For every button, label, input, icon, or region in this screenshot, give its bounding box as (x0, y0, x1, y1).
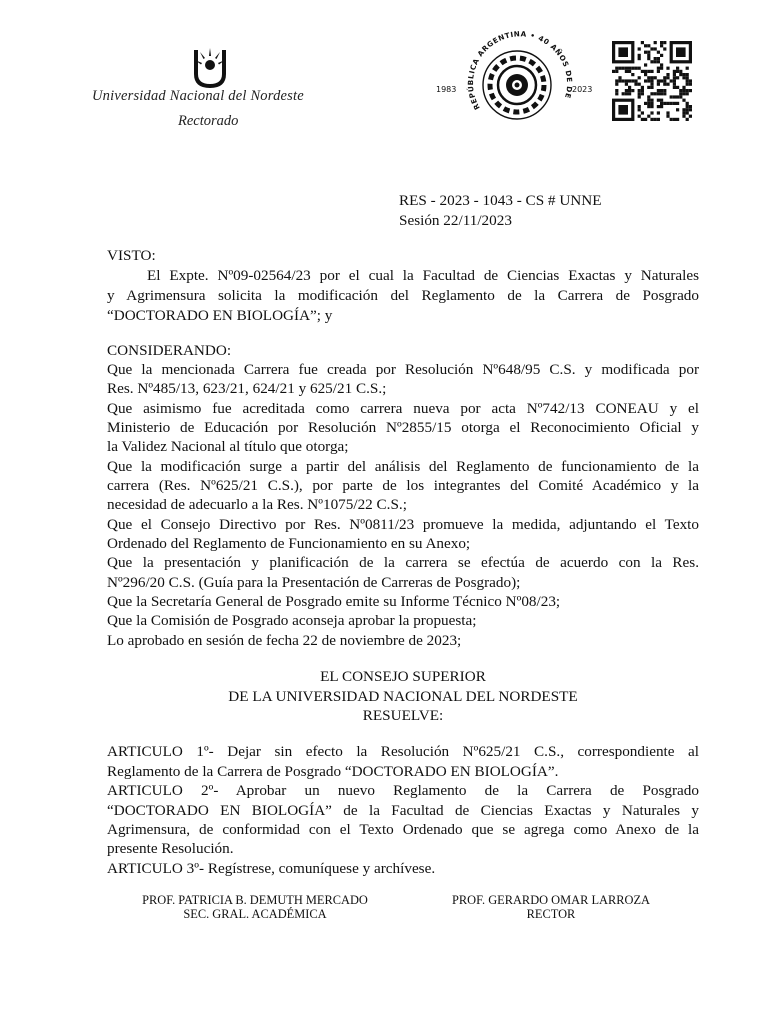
signature-right-name: PROF. GERARDO OMAR LARROZA (452, 893, 650, 907)
considerando-line: Que la mencionada Carrera fue creada por Resolución Nº648/95 C.S. y modificada por (107, 361, 699, 378)
council-resolves: RESUELVE: (362, 707, 444, 724)
considerando-line: Que el Consejo Directivo por Res. Nº0811/23 promueve la medida, adjuntando el Texto (107, 516, 699, 533)
article-line: “DOCTORADO EN BIOLOGÍA” de la Facultad de Ciencias Exactas y Naturales y (107, 802, 699, 819)
qr-code-icon (609, 41, 695, 121)
visto-line: “DOCTORADO EN BIOLOGÍA”; y (107, 307, 333, 324)
visto-line: El Expte. Nº09-02564/23 por el cual la Facultad de Ciencias Exactas y Naturales (147, 267, 699, 284)
article-line: Reglamento de la Carrera de Posgrado “DOCTORADO EN BIOLOGÍA”. (107, 763, 559, 780)
signature-left-title: SEC. GRAL. ACADÉMICA (183, 907, 327, 921)
emblem-year-end: 2023 (572, 85, 593, 94)
considerando-line: necesidad de adecuarlo a la Res. Nº1075/22 C.S.; (107, 496, 407, 513)
considerando-line: Res. Nº485/13, 623/21, 624/21 y 625/21 C.S.; (107, 380, 387, 397)
considerando-line: Nº296/20 C.S. (Guía para la Presentación de Carreras de Posgrado); (107, 574, 521, 591)
council-title: EL CONSEJO SUPERIOR (320, 668, 486, 685)
signature-right (428, 893, 674, 921)
considerando-line: Que asimismo fue acreditada como carrera nueva por acta Nº742/13 CONEAU y el (107, 400, 699, 417)
emblem-year-start: 1983 (436, 85, 457, 94)
university-emblem-icon (190, 44, 230, 92)
signature-right-title: RECTOR (526, 907, 576, 921)
considerando-line: la Validez Nacional al título que otorga; (107, 438, 349, 455)
democracy-40-years-icon (432, 30, 602, 140)
article-line: ARTICULO 1º- Dejar sin efecto la Resolución Nº625/21 C.S., correspondiente al (107, 743, 699, 760)
considerando-heading: CONSIDERANDO: (107, 342, 232, 359)
signature-left-name: PROF. PATRICIA B. DEMUTH MERCADO (142, 893, 368, 907)
visto-line: y Agrimensura solicita la modificación del Reglamento de la Carrera de Posgrado (107, 287, 699, 304)
council-university: DE LA UNIVERSIDAD NACIONAL DEL NORDESTE (228, 688, 578, 705)
article-line: ARTICULO 3º- Regístrese, comuníquese y archívese. (107, 860, 436, 877)
qr-code (609, 41, 695, 121)
article-line: ARTICULO 2º- Aprobar un nuevo Reglamento de la Carrera de Posgrado (107, 782, 699, 799)
session-date: Sesión 22/11/2023 (399, 212, 512, 229)
considerando-line: Que la Comisión de Posgrado aconseja aprobar la propuesta; (107, 612, 477, 629)
considerando-line: Que la Secretaría General de Posgrado emite su Informe Técnico Nº08/23; (107, 593, 561, 610)
considerando-line: Lo aprobado en sesión de fecha 22 de noviembre de 2023; (107, 632, 462, 649)
visto-heading: VISTO: (107, 247, 156, 264)
resolution-number: RES - 2023 - 1043 - CS # UNNE (399, 192, 602, 209)
considerando-line: Que la presentación y planificación de la carrera se efectúa de acuerdo con la Res. (107, 554, 699, 571)
considerando-line: Ordenado del Reglamento de Funcionamiento en su Anexo; (107, 535, 471, 552)
democracy-emblem (432, 30, 602, 140)
article-line: presente Resolución. (107, 840, 234, 857)
emblem-ring-text: REPÚBLICA ARGENTINA • 40 AÑOS DE DE (465, 30, 575, 112)
signature-left (118, 893, 392, 921)
considerando-line: Ministerio de Educación por Resolución Nº2855/15 otorga el Reconocimiento Oficial y (107, 419, 699, 436)
university-logo (88, 44, 338, 134)
office-name: Rectorado (178, 113, 239, 129)
considerando-line: Que la modificación surge a partir del análisis del Reglamento de funcionamiento de la (107, 458, 699, 475)
article-line: Agrimensura, de conformidad con el Texto Ordenado que se agrega como Anexo de la (107, 821, 699, 838)
university-name: Universidad Nacional del Nordeste (92, 88, 304, 104)
considerando-line: carrera (Res. Nº625/21 C.S.), por parte de los integrantes del Comité Académico y la (107, 477, 699, 494)
